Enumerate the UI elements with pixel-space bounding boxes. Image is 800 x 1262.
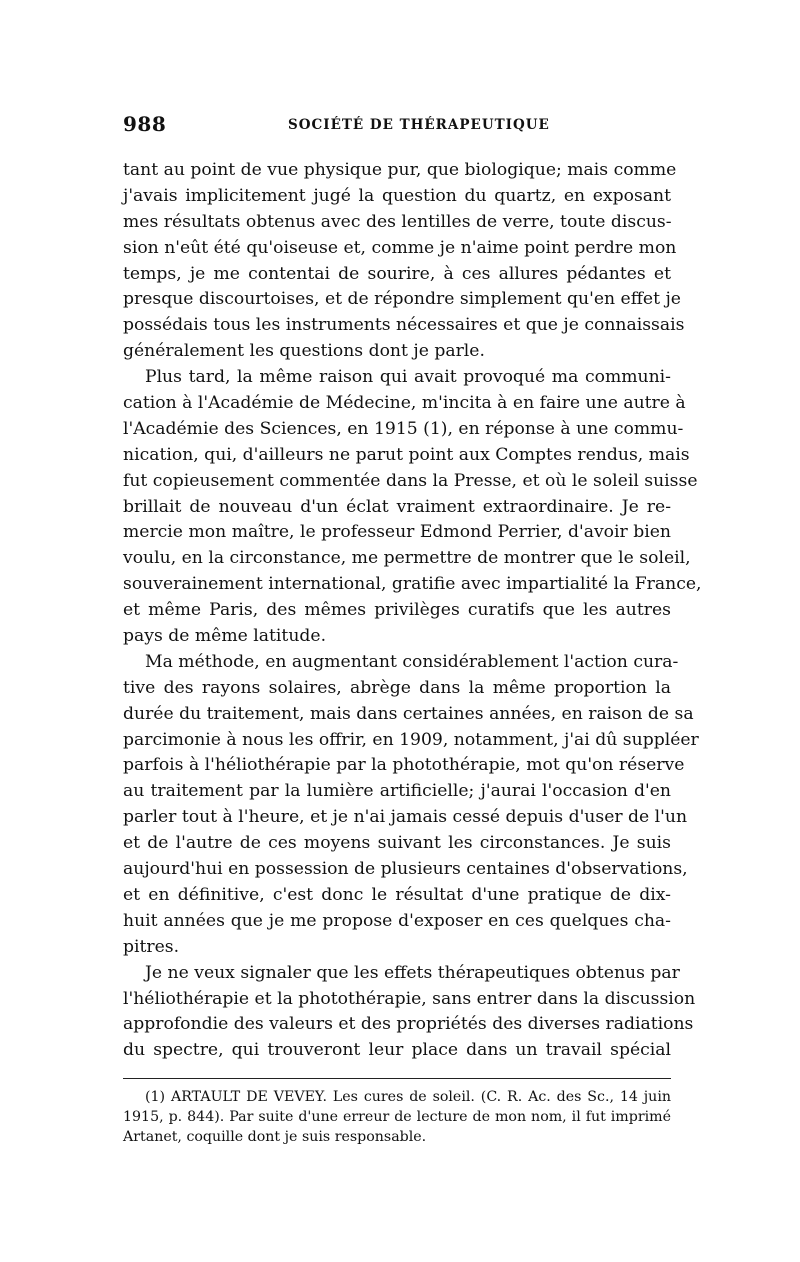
body-text (123, 158, 702, 1064)
text-line: durée du traitement, mais dans certaines années, en raison de sa (123, 703, 694, 724)
text-line: mercie mon maître, le professeur Edmond Perrier, d'avoir bien (123, 522, 671, 543)
footnote (123, 1087, 671, 1147)
text-line: parfois à l'héliothérapie par la photothérapie, mot qu'on réserve (123, 755, 685, 776)
text-line: fut copieusement commentée dans la Presse, et où le soleil suisse (123, 470, 698, 491)
text-line: possédais tous les instruments nécessaires et que je connaissais (123, 315, 685, 336)
text-line: parler tout à l'heure, et je n'ai jamais cessé depuis d'user de l'un (123, 807, 688, 828)
text-line: nication, qui, d'ailleurs ne parut point aux Comptes rendus, mais (123, 444, 690, 465)
text-line: et en définitive, c'est donc le résultat d'une pratique de dix- (123, 884, 671, 905)
paragraph-4 (123, 961, 696, 1065)
footnote-line: 1915, p. 844). Par suite d'une erreur de lecture de mon nom, il fut imprimé (123, 1109, 671, 1126)
text-line: tive des rayons solaires, abrège dans la même proportion la (123, 677, 671, 698)
text-line: Je ne veux signaler que les effets thérapeutiques obtenus par (145, 962, 680, 983)
text-line: Ma méthode, en augmentant considérablement l'action cura- (145, 651, 679, 672)
text-line: souverainement international, gratifie avec impartialité la France, (123, 574, 702, 595)
text-line: temps, je me contentai de sourire, à ces allures pédantes et (123, 263, 671, 284)
paragraph-3 (123, 650, 699, 961)
text-line: pays de même latitude. (123, 626, 327, 647)
text-line: du spectre, qui trouveront leur place dans un travail spécial (123, 1040, 671, 1061)
text-line: et de l'autre de ces moyens suivant les circonstances. Je suis (123, 833, 671, 854)
text-line: parcimonie à nous les offrir, en 1909, notamment, j'ai dû suppléer (123, 729, 699, 750)
text-line: cation à l'Académie de Médecine, m'incita à en faire une autre à (123, 393, 686, 414)
text-line: presque discourtoises, et de répondre simplement qu'en effet je (123, 289, 681, 310)
footnote-line: (1) ARTAULT DE VEVEY. Les cures de soleil. (C. R. Ac. des Sc., 14 juin (145, 1089, 671, 1106)
page-number: 988 (123, 112, 167, 136)
text-line: tant au point de vue physique pur, que biologique; mais comme (123, 160, 677, 180)
footnote-divider (123, 1078, 671, 1079)
text-line: sion n'eût été qu'oiseuse et, comme je n'aime point perdre mon (123, 237, 677, 258)
text-line: généralement les questions dont je parle. (123, 341, 485, 362)
paragraph-2 (123, 365, 702, 650)
footnote-line: Artanet, coquille dont je suis responsable. (123, 1129, 427, 1146)
text-line: approfondie des valeurs et des propriétés des diverses radiations (123, 1014, 694, 1035)
text-line: au traitement par la lumière artificielle; j'aurai l'occasion d'en (123, 781, 671, 802)
text-line: voulu, en la circonstance, me permettre de montrer que le soleil, (123, 548, 691, 569)
text-line: Plus tard, la même raison qui avait provoqué ma communi- (145, 367, 671, 388)
paragraph-1 (123, 158, 685, 365)
text-line: brillait de nouveau d'un éclat vraiment extraordinaire. Je re- (123, 496, 671, 517)
page-header (123, 112, 671, 146)
text-line: huit années que je me propose d'exposer en ces quelques cha- (123, 910, 671, 931)
text-line: l'Académie des Sciences, en 1915 (1), en réponse à une commu- (123, 418, 684, 439)
text-line: et même Paris, des mêmes privilèges curatifs que les autres (123, 600, 671, 621)
text-line: j'avais implicitement jugé la question du quartz, en exposant (123, 185, 671, 206)
text-line: pitres. (123, 936, 180, 957)
text-line: l'héliothérapie et la photothérapie, sans entrer dans la discussion (123, 988, 696, 1009)
text-line: aujourd'hui en possession de plusieurs centaines d'observations, (123, 859, 688, 880)
document-page (123, 112, 702, 1147)
running-head: SOCIÉTÉ DE THÉRAPEUTIQUE (288, 117, 550, 133)
text-line: mes résultats obtenus avec des lentilles de verre, toute discus- (123, 211, 672, 232)
